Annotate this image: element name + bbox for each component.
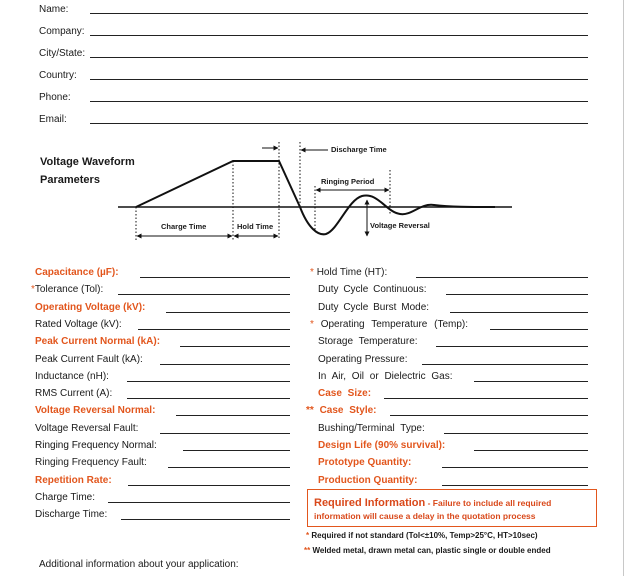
discharge-time-caption: Discharge Time xyxy=(331,145,387,154)
dielectric-medium-field[interactable] xyxy=(474,381,588,382)
case-style-field[interactable] xyxy=(390,415,588,416)
prototype-quantity-field[interactable] xyxy=(442,467,588,468)
tolerance-required-marker: * xyxy=(31,284,35,295)
discharge-time-label: Discharge Time: xyxy=(35,509,108,520)
operating-temperature-required-marker: * xyxy=(310,319,314,330)
capacitance-field[interactable] xyxy=(140,277,290,278)
hold-time-label: * Hold Time (HT): xyxy=(310,267,388,278)
ringing-frequency-normal-label: Ringing Frequency Normal: xyxy=(35,440,157,451)
country-label: Country: xyxy=(39,70,77,81)
charge-time-caption: Charge Time xyxy=(161,222,207,231)
city-state-label: City/State: xyxy=(39,48,86,59)
operating-pressure-field[interactable] xyxy=(422,364,588,365)
operating-pressure-label: Operating Pressure: xyxy=(318,354,408,365)
company-label: Company: xyxy=(39,26,85,37)
voltage-reversal-caption: Voltage Reversal xyxy=(370,221,430,230)
case-style-label: ** Case Style: xyxy=(306,405,377,416)
name-label: Name: xyxy=(39,4,69,15)
design-life-label: Design Life (90% survival): xyxy=(318,440,446,451)
required-info-box xyxy=(307,489,597,527)
design-life-field[interactable] xyxy=(474,450,588,451)
bushing-terminal-label: Bushing/Terminal Type: xyxy=(318,423,425,434)
operating-temperature-label: * Operating Temperature (Temp): xyxy=(310,319,469,330)
storage-temperature-label: Storage Temperature: xyxy=(318,336,418,347)
additional-info-label: Additional information about your application: xyxy=(39,559,239,570)
capacitance-label: Capacitance (µF): xyxy=(35,267,119,278)
phone-label: Phone: xyxy=(39,92,71,103)
dielectric-medium-label: In Air, Oil or Dielectric Gas: xyxy=(318,371,453,382)
rated-voltage-field[interactable] xyxy=(138,329,290,330)
bushing-terminal-field[interactable] xyxy=(444,433,588,434)
voltage-reversal-fault-label: Voltage Reversal Fault: xyxy=(35,423,139,434)
tolerance-field[interactable] xyxy=(118,294,290,295)
rms-current-label: RMS Current (A): xyxy=(35,388,113,399)
discharge-time-field[interactable] xyxy=(121,519,290,520)
repetition-rate-label: Repetition Rate: xyxy=(35,475,112,486)
duty-cycle-continuous-label: Duty Cycle Continuous: xyxy=(318,284,427,295)
repetition-rate-field[interactable] xyxy=(128,485,290,486)
inductance-label: Inductance (nH): xyxy=(35,371,109,382)
operating-voltage-field[interactable] xyxy=(166,312,290,313)
hold-time-required-marker: * xyxy=(310,267,314,278)
required-info-text-a: - Failure to include all required xyxy=(425,498,552,508)
voltage-reversal-normal-field[interactable] xyxy=(176,415,290,416)
production-quantity-field[interactable] xyxy=(442,485,588,486)
duty-cycle-burst-label: Duty Cycle Burst Mode: xyxy=(318,302,430,313)
note-case-styles: ** Welded metal, drawn metal can, plastic single or double ended xyxy=(304,546,551,555)
ringing-frequency-fault-field[interactable] xyxy=(168,467,290,468)
waveform-diagram xyxy=(0,0,627,250)
inductance-field[interactable] xyxy=(127,381,290,382)
rms-current-field[interactable] xyxy=(127,398,290,399)
peak-current-normal-label: Peak Current Normal (kA): xyxy=(35,336,161,347)
charge-time-field[interactable] xyxy=(108,502,290,503)
case-size-label: Case Size: xyxy=(318,388,372,399)
prototype-quantity-label: Prototype Quantity: xyxy=(318,457,412,468)
peak-current-fault-field[interactable] xyxy=(160,364,290,365)
waveform-title-line1: Voltage Waveform xyxy=(40,156,135,168)
tolerance-label: *Tolerance (Tol): xyxy=(31,284,104,295)
peak-current-normal-field[interactable] xyxy=(180,346,290,347)
hold-time-field[interactable] xyxy=(416,277,588,278)
voltage-reversal-normal-label: Voltage Reversal Normal: xyxy=(35,405,156,416)
operating-voltage-label: Operating Voltage (kV): xyxy=(35,302,146,313)
ringing-period-caption: Ringing Period xyxy=(321,177,375,186)
voltage-reversal-fault-field[interactable] xyxy=(160,433,290,434)
required-info-title: Required Information xyxy=(314,497,426,509)
case-size-field[interactable] xyxy=(384,398,588,399)
email-label: Email: xyxy=(39,114,67,125)
hold-time-caption: Hold Time xyxy=(237,222,274,231)
charge-time-label: Charge Time: xyxy=(35,492,96,503)
duty-cycle-burst-field[interactable] xyxy=(450,312,588,313)
ringing-frequency-normal-field[interactable] xyxy=(183,450,290,451)
storage-temperature-field[interactable] xyxy=(436,346,588,347)
peak-current-fault-label: Peak Current Fault (kA): xyxy=(35,354,143,365)
duty-cycle-continuous-field[interactable] xyxy=(446,294,588,295)
production-quantity-label: Production Quantity: xyxy=(318,475,418,486)
case-style-required-marker: ** xyxy=(306,405,314,416)
waveform-title-line2: Parameters xyxy=(40,174,100,186)
rated-voltage-label: Rated Voltage (kV): xyxy=(35,319,122,330)
required-info-text-b: information will cause a delay in the quotation process xyxy=(314,511,536,521)
operating-temperature-field[interactable] xyxy=(490,329,588,330)
note-required-standard: * Required if not standard (Tol<±10%, Temp>25°C, HT>10sec) xyxy=(306,531,538,540)
ringing-frequency-fault-label: Ringing Frequency Fault: xyxy=(35,457,147,468)
